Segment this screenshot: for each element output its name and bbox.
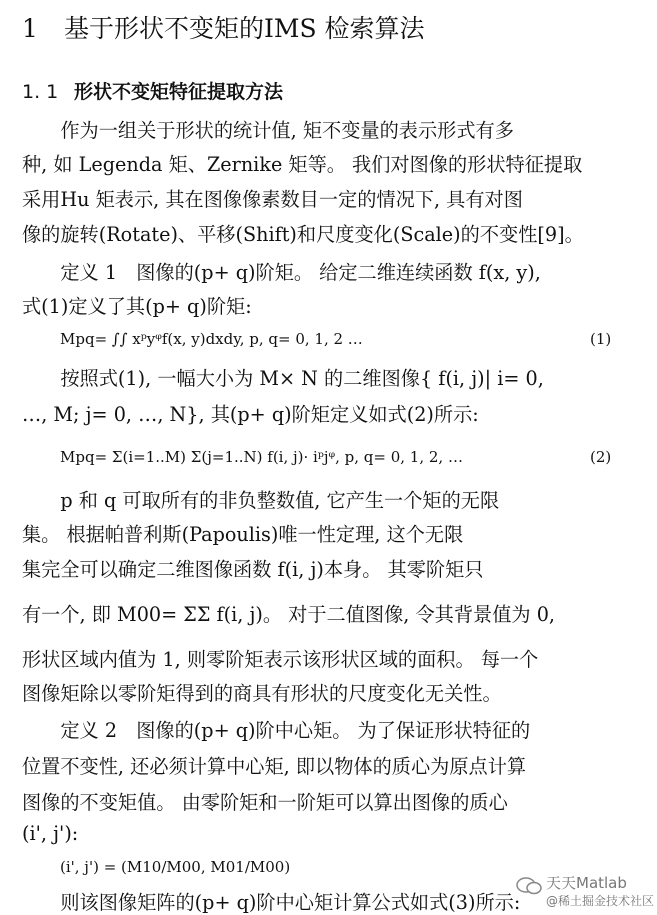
equation-number: (2) [590, 448, 612, 466]
body-line: 采用Hu 矩表示, 其在图像像素数目一定的情况下, 具有对图 [22, 188, 523, 211]
watermark-sub: @稀土掘金技术社区 [546, 894, 655, 908]
body-line: 作为一组关于形状的统计值, 矩不变量的表示形式有多 [22, 119, 514, 142]
body-line: 图像的不变矩值。 由零阶矩和一阶矩可以算出图像的质心 [22, 791, 508, 814]
body-line: …, M; j= 0, …, N}, 其(p+ q)阶矩定义如式(2)所示: [22, 403, 479, 426]
body-line: p 和 q 可取所有的非负整数值, 它产生一个矩的无限 [22, 489, 500, 512]
body-line: 按照式(1), 一幅大小为 M× N 的二维图像{ f(i, j)| i= 0, [22, 367, 544, 390]
chat-bubble-icon [516, 876, 542, 896]
subsection-title: 形状不变矩特征提取方法 [74, 81, 284, 103]
equation-1: Mpq= ∫∫ xᵖyᵠf(x, y)dxdy, p, q= 0, 1, 2 … [60, 330, 363, 348]
section-heading [22, 9, 425, 45]
body-line: 集完全可以确定二维图像函数 f(i, j)本身。 其零阶矩只 [22, 558, 484, 581]
body-line: 则该图像矩阵的(p+ q)阶中心矩计算公式如式(3)所示: [22, 891, 521, 914]
body-line: 形状区域内值为 1, 则零阶矩表示该形状区域的面积。 每一个 [22, 648, 539, 671]
body-line: 集。 根据帕普利斯(Papoulis)唯一性定理, 这个无限 [22, 523, 464, 546]
equation-2: Mpq= Σ(i=1..M) Σ(j=1..N) f(i, j)· iᵖjᵠ, p, q= 0, 1, 2, … [60, 448, 463, 466]
watermark [516, 872, 656, 912]
body-line: 有一个, 即 M00= ΣΣ f(i, j)。 对于二值图像, 令其背景值为 0, [22, 603, 556, 626]
equation-3: (i', j') = (M10/M00, M01/M00) [60, 858, 291, 876]
body-line: 图像矩除以零阶矩得到的商具有形状的尺度变化无关性。 [22, 682, 502, 705]
section-title: 基于形状不变矩的IMS 检索算法 [64, 14, 425, 43]
body-line: 式(1)定义了其(p+ q)阶矩: [22, 295, 252, 318]
equation-number: (1) [590, 330, 612, 348]
body-line: 位置不变性, 还必须计算中心矩, 即以物体的质心为原点计算 [22, 755, 527, 778]
body-line: 定义 2 图像的(p+ q)阶中心矩。 为了保证形状特征的 [22, 719, 531, 742]
body-line: 种, 如 Legenda 矩、Zernike 矩等。 我们对图像的形状特征提取 [22, 153, 583, 176]
subsection-heading [22, 77, 283, 104]
body-line: 像的旋转(Rotate)、平移(Shift)和尺度变化(Scale)的不变性[9]。 [22, 223, 584, 246]
section-number: 1 [22, 14, 38, 43]
body-line: 定义 1 图像的(p+ q)阶矩。 给定二维连续函数 f(x, y), [22, 261, 541, 284]
body-line: (i', j'): [22, 822, 79, 845]
subsection-number: 1. 1 [22, 81, 59, 103]
watermark-name: 天天Matlab [546, 874, 627, 892]
